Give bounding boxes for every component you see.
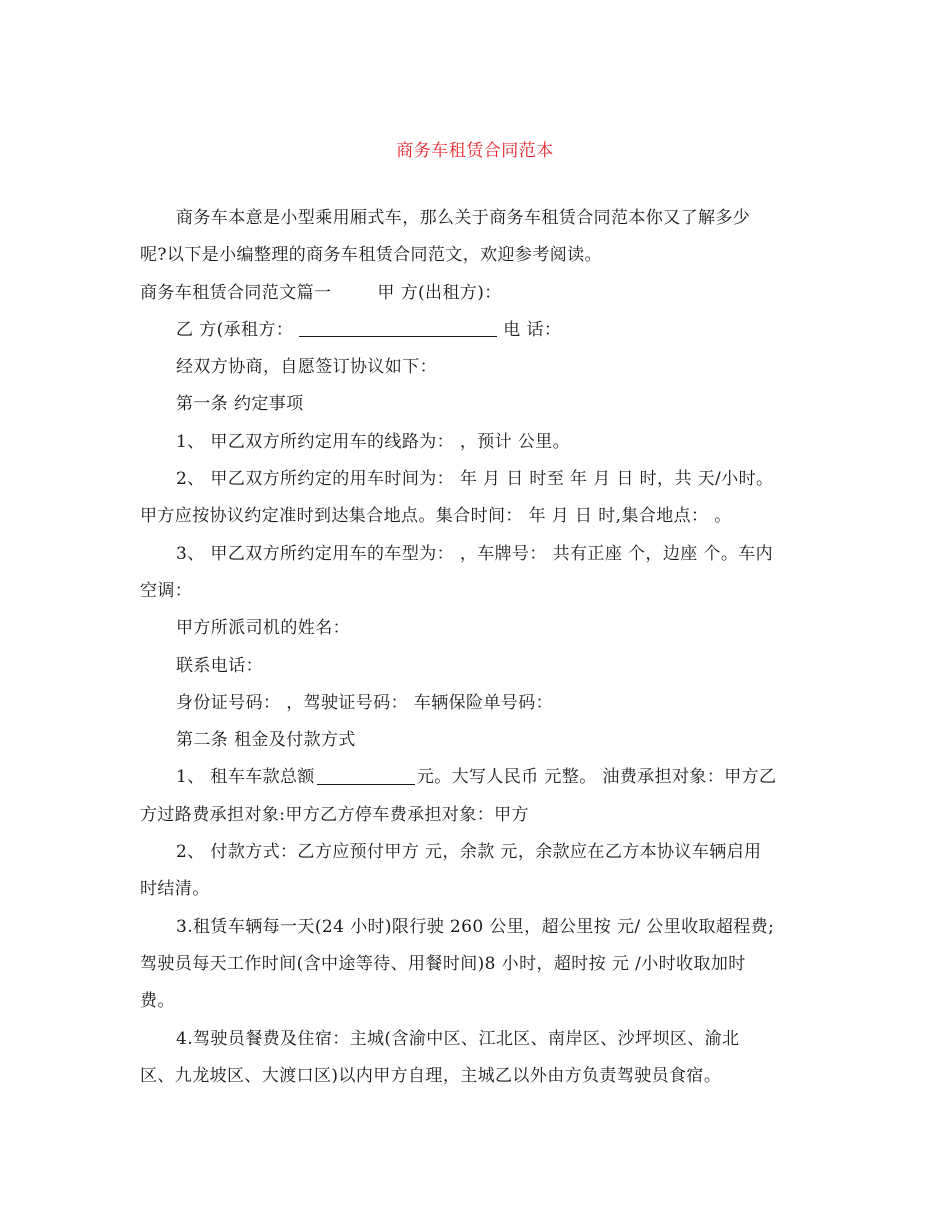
article-1-item-3-line-2: 空调：: [140, 580, 193, 601]
article-1-title: 第一条 约定事项: [176, 394, 304, 415]
agreement-intro: 经双方协商，自愿签订协议如下：: [176, 357, 437, 378]
section-heading: 商务车租赁合同范文篇一: [140, 282, 332, 303]
contact-phone-line: 联系电话：: [176, 655, 263, 676]
article-2-item-3-line-1: 3.租赁车辆每一天(24 小时)限行驶 260 公里，超公里按 元/ 公里收取超程费;: [176, 916, 775, 937]
article-2-item-4-line-2: 区、九龙坡区、大渡口区)以内甲方自理，主城乙以外由方负责驾驶员食宿。: [140, 1065, 722, 1086]
intro-line-1: 商务车本意是小型乘用厢式车，那么关于商务车租赁合同范本你又了解多少: [176, 208, 751, 228]
article-2-item-1-line-2: 方过路费承担对象:甲方乙方停车费承担对象：甲方: [140, 804, 529, 825]
rent-total-label: 1、 租车车款总额: [176, 767, 315, 788]
driver-name-line: 甲方所派司机的姓名：: [176, 618, 350, 639]
party-a-label: 甲 方(出租方)：: [377, 282, 502, 303]
article-2-item-3-line-3: 费。: [140, 991, 175, 1012]
party-b-blank: [299, 319, 497, 338]
article-2-item-2-line-2: 时结清。: [140, 879, 210, 900]
article-2-item-4-line-1: 4.驾驶员餐费及住宿：主城(含渝中区、江北区、南岸区、沙坪坝区、渝北: [176, 1028, 740, 1049]
party-b-label: 乙 方(承租方：: [176, 319, 294, 340]
rent-total-blank: [317, 766, 415, 785]
article-2-item-2-line-1: 2、 付款方式：乙方应预付甲方 元，余款 元，余款应在乙方本协议车辆启用: [176, 842, 762, 863]
article-1-item-3-line-1: 3、 甲乙双方所约定用车的车型为： ，车牌号： 共有正座 个，边座 个。车内: [176, 543, 774, 564]
article-2-item-3-line-2: 驾驶员每天工作时间(含中途等待、用餐时间)8 小时，超时按 元 /小时收取加时: [140, 953, 746, 974]
article-2-item-1-line-1: [140, 759, 820, 796]
phone-label: 电 话：: [503, 319, 562, 340]
document-title: 商务车租赁合同范本: [396, 141, 554, 161]
article-1-item-1: 1、 甲乙双方所约定用车的线路为： ，预计 公里。: [176, 431, 571, 452]
rent-total-rest: 元。大写人民币 元整。 油费承担对象：甲方乙: [416, 767, 777, 788]
article-2-title: 第二条 租金及付款方式: [176, 730, 356, 751]
section-heading-line: [140, 275, 820, 312]
document-body: [140, 200, 820, 1095]
id-numbers-line: 身份证号码： ，驾驶证号码： 车辆保险单号码：: [176, 692, 554, 713]
article-1-item-2-line-1: 2、 甲乙双方所约定的用车时间为： 年 月 日 时至 年 月 日 时，共 天/小时。: [176, 469, 774, 490]
party-b-line: [140, 312, 820, 349]
article-1-item-2-line-2: 甲方应按协议约定准时到达集合地点。集合时间： 年 月 日 时,集合地点： 。: [140, 506, 732, 527]
intro-line-2: 呢?以下是小编整理的商务车租赁合同范文，欢迎参考阅读。: [140, 245, 602, 266]
